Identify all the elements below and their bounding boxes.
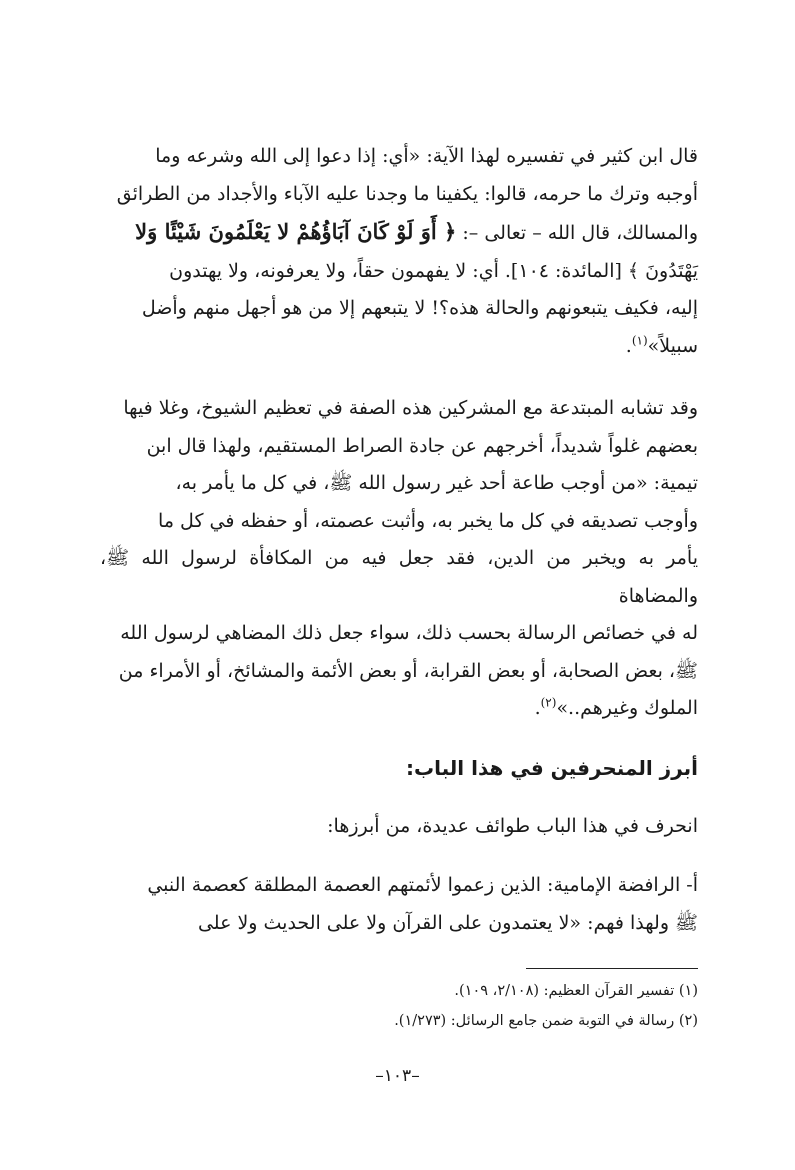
text-line: وأوجب تصديقه في كل ما يخبر به، وأثبت عصمته، أو حفظه في كل ما xyxy=(158,509,698,532)
text-line: بعضهم غلواً شديداً، أخرجهم عن جادة الصراط المستقيم، ولهذا قال ابن xyxy=(146,434,698,457)
text-line: ﷺ ولهذا فهم: «لا يعتمدون على القرآن ولا على الحديث ولا على xyxy=(197,911,698,934)
text-line: الملوك وغيرهم..»$^{(٢)}$. xyxy=(534,695,698,719)
text-line: قال ابن كثير في تفسيره لهذا الآية: «أي: إذا دعوا إلى الله وشرعه وما xyxy=(155,145,698,167)
text-line: أوجبه وترك ما حرمه، قالوا: يكفينا ما وجدنا عليه الآباء والأجداد من الطرائق xyxy=(116,182,698,205)
text-line: وقد تشابه المبتدعة مع المشركين هذه الصفة في تعظيم الشيوخ، وغلا فيها xyxy=(123,397,698,419)
footnote-1: (١) تفسير القرآن العظيم: (٢/١٠٨، ١٠٩). xyxy=(454,983,698,999)
text-line: والمسالك، قال الله – تعالى –: ﴿ أَوَ لَوْ كَانَ آبَاؤُهُمْ لا يَعْلَمُونَ شَيْئًا وَلا xyxy=(135,219,698,244)
paragraph-ibn-taymiyyah xyxy=(100,390,698,728)
page-number: –١٠٣– xyxy=(375,1066,420,1086)
text-line: أ- الرافضة الإمامية: الذين زعموا لأئمتهم العصمة المطلقة كعصمة النبي xyxy=(147,874,698,896)
footnote-2: (٢) رسالة في التوبة ضمن جامع الرسائل: (١/٢٧٣). xyxy=(394,1013,698,1029)
text-line: يَهْتَدُونَ ﴾ [المائدة: ١٠٤]. أي: لا يفهمون حقاً، ولا يعرفونه، ولا يهتدون xyxy=(169,259,698,282)
footnotes xyxy=(100,976,698,1036)
footnote-ref: (١) xyxy=(631,333,648,348)
text-line: له في خصائص الرسالة بحسب ذلك، سواء جعل ذلك المضاهي لرسول الله xyxy=(120,622,698,644)
text-line: سبيلاً»$^{(١)}$. xyxy=(625,333,698,357)
quran-verse: ﴿ أَوَ لَوْ كَانَ آبَاؤُهُمْ لا يَعْلَمُونَ شَيْئًا وَلا xyxy=(135,219,457,244)
text-line: تيمية: «من أوجب طاعة أحد غير رسول الله ﷺ، في كل ما يأمر به، xyxy=(175,472,698,494)
paragraph-intro xyxy=(100,808,698,846)
text-line: ﷺ، بعض الصحابة، أو بعض القرابة، أو بعض الأئمة والمشائخ، أو الأمراء من xyxy=(118,659,698,682)
footnote-divider xyxy=(526,968,698,969)
text-line: انحرف في هذا الباب طوائف عديدة، من أبرزها: xyxy=(327,814,698,837)
text-line: إليه، فكيف يتبعونهم والحالة هذه؟! لا يتبعهم إلا من هو أجهل منهم وأضل xyxy=(141,297,698,319)
footnote-ref: (٢) xyxy=(540,695,557,710)
paragraph-ibn-kathir xyxy=(100,138,698,365)
text-line: يأمر به ويخبر من الدين، فقد جعل فيه من المكافأة لرسول الله ﷺ، والمضاهاة xyxy=(100,547,698,607)
section-heading: أبرز المنحرفين في هذا الباب: xyxy=(406,755,698,780)
paragraph-rafida xyxy=(100,867,698,942)
page-body xyxy=(100,138,698,942)
